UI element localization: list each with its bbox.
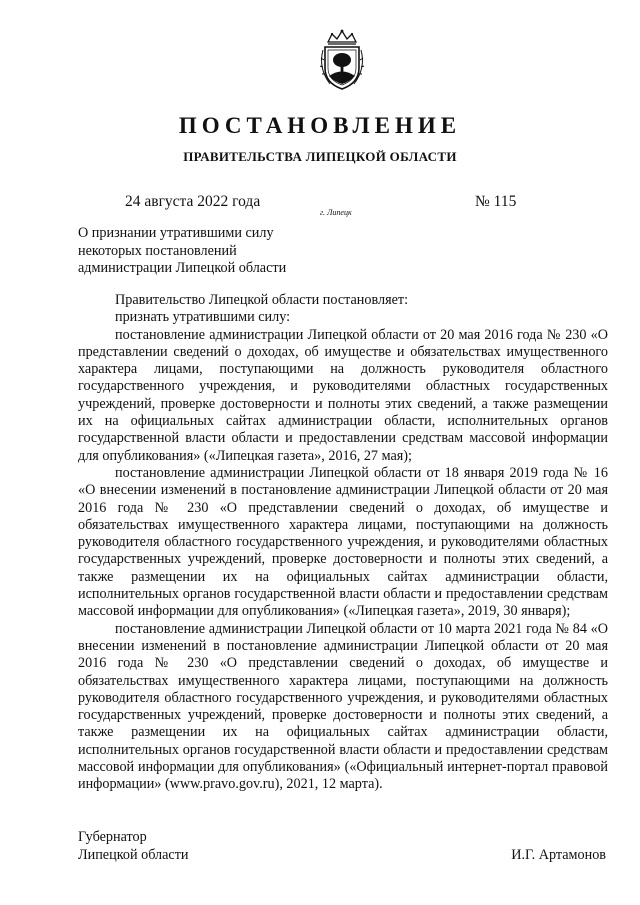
lipetsk-coat-of-arms-icon bbox=[316, 28, 368, 92]
body-intro-line: признать утратившими силу: bbox=[115, 309, 291, 326]
heading-line: некоторых постановлений bbox=[78, 242, 237, 259]
heading-line: О признании утратившими силу bbox=[78, 225, 274, 241]
signatory-position bbox=[78, 828, 189, 864]
body-paragraph: постановление администрации Липецкой области от 10 марта 2021 года № 84 «О внесении изменений в постановление администрации Липецкой области от 20 мая 2016 года № 230 «О представлении сведений о доходах, об имуществе и обязательствах имущественного характера лицами, поступающими на должность руководителя областного государственного учреждения, и руководителями областных государственных учреждений, проверке достоверности и полноты этих сведений, а также размещении их на официальных сайтах администрации области, исполнительных органов государственной власти области и предоставлении средствам массовой информации для опубликования» («Официальный интернет-портал правовой информации» (www.pravo.gov.ru), 2021, 12 марта). bbox=[78, 620, 608, 793]
document-number: № 115 bbox=[475, 193, 517, 210]
body-paragraph: постановление администрации Липецкой области от 20 мая 2016 года № 230 «О представлении сведений о доходах, об имуществе и обязательствах имущественного характера лицами, поступающими на должность руководителя областного государственного учреждения, и руководителями областных государственных учреждений, проверке достоверности и полноты этих сведений, а также размещении их на официальных сайтах администрации области, исполнительных органов государственной власти области и предоставлении средствам массовой информации для опубликования» («Липецкая газета», 2016, 27 мая); bbox=[78, 326, 608, 464]
document-title: ПОСТАНОВЛЕНИЕ bbox=[178, 113, 462, 138]
body-intro-line: Правительство Липецкой области постановляет: bbox=[115, 292, 409, 308]
document-subtitle: ПРАВИТЕЛЬСТВА ЛИПЕЦКОЙ ОБЛАСТИ bbox=[183, 149, 457, 164]
document-heading bbox=[78, 225, 338, 278]
document-date: 24 августа 2022 года bbox=[125, 193, 261, 210]
heading-line: администрации Липецкой области bbox=[78, 260, 287, 276]
body-paragraph: постановление администрации Липецкой области от 18 января 2019 года № 16 «О внесении изменений в постановление администрации Липецкой области от 20 мая 2016 года № 230 «О представлении сведений о доходах, об имуществе и обязательствах имущественного характера лицами, поступающими на должность руководителя областного государственного учреждения, и руководителями областных государственных учреждений, проверке достоверности и полноты этих сведений, а также размещении их на официальных сайтах администрации области, исполнительных органов государственной власти области и предоставлении средствам массовой информации для опубликования» («Липецкая газета», 2019, 30 января); bbox=[78, 464, 608, 620]
signatory-position-line: Липецкой области bbox=[78, 847, 189, 863]
document-city: г. Липецк bbox=[320, 208, 352, 217]
document-body bbox=[78, 292, 608, 794]
signatory-name: И.Г. Артамонов bbox=[511, 847, 606, 863]
signatory-position-line: Губернатор bbox=[78, 829, 147, 845]
